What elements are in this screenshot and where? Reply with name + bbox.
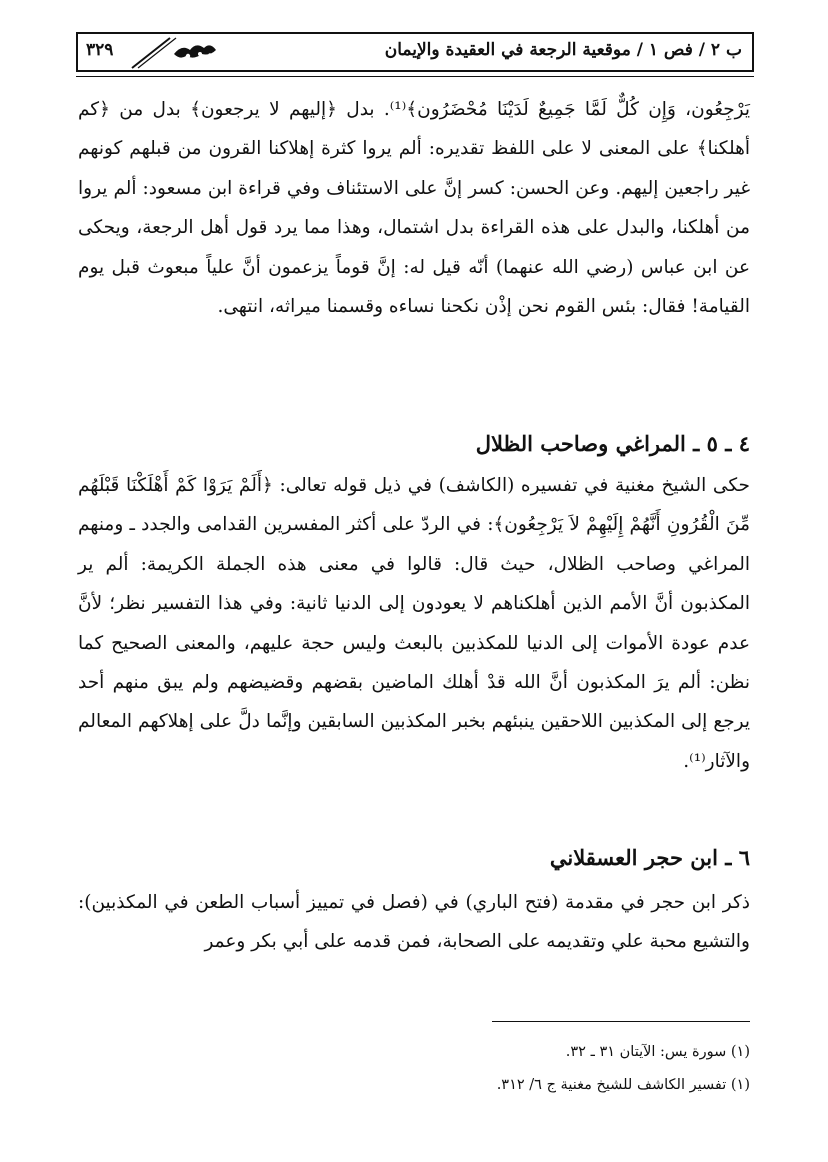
footnote-rule [492,1021,750,1022]
footnote-2: (١) تفسير الكاشف للشيخ مغنية ج ٦/ ٣١٢. [496,1077,750,1093]
footnotes [78,1036,750,1102]
section-heading-ibn-hajar: ٦ ـ ابن حجر العسقلاني [549,845,750,870]
header-title: ب ٢ / فص ١ / موقعية الرجعة في العقيدة والإيمان [384,40,742,60]
paragraph-1-text: يَرْجِعُون، وَإِن كُلٌّ لَمَّا جَمِيعٌ لَدَيْنَا مُحْضَرُون﴾⁽¹⁾. بدل ﴿إليهم لا يرجعون﴾ بدل من ﴿كم أهلكنا﴾ على المعنى لا على اللفظ تقديره: ألم يروا كثرة إهلاكنا القرون من قبلهم كونهم غير راجعين إليهم. وعن الحسن: كسر إنَّ على الاستئناف وفي قراءة ابن مسعود: ألم يروا من أهلكنا، والبدل على هذه القراءة بدل اشتمال، وهذا مما يرد قول أهل الرجعة، ويحكى عن ابن عباس (رضي الله عنهما) أنّه قيل له: إنَّ قوماً يزعمون أنَّ علياً مبعوث قبل يوم القيامة! فقال: بئس القوم نحن إذْن نكحنا نساءه وقسمنا ميراثه، انتهى. [78,99,751,318]
paragraph-3 [78,883,750,962]
paragraph-1 [78,90,750,326]
paragraph-2-text: حكى الشيخ مغنية في تفسيره (الكاشف) في ذيل قوله تعالى: ﴿أَلَمْ يَرَوْا كَمْ أَهْلَكْنَا قَبْلَهُم مِّنَ الْقُرُونِ أَنَّهُمْ إِلَيْهِمْ لاَ يَرْجِعُون﴾: في الردّ على أكثر المفسرين القدامى والجدد ـ ومنهم المراغي وصاحب الظلال، حيث قال: قالوا في معنى هذه الجملة الكريمة: ألم ير المكذبون أنَّ الأمم الذين أهلكناهم لا يعودون إلى الدنيا ثانية: وفي هذا التفسير نظر؛ لأنَّ عدم عودة الأموات إلى الدنيا للمكذبين بالبعث وليس حجة عليهم، والمعنى الصحيح كما نظن: ألم يرَ المكذبون أنَّ الله قدْ أهلك الماضين بقضهم وقضيضهم ولم يبق منهم أحد يرجع إلى المكذبين اللاحقين ينبئهم بخبر المكذبين السابقين وإنَّما دلَّ على إهلاكهم المعالم والآثار⁽¹⁾. [78,475,750,772]
section-heading-maraghi: ٤ ـ ٥ ـ المراغي وصاحب الظلال [475,431,750,456]
ornament-icon [130,36,250,70]
paragraph-3-text: ذكر ابن حجر في مقدمة (فتح الباري) في (فصل في تمييز أسباب الطعن في المكذبين): والتشيع محبة علي وتقديمه على الصحابة، فمن قدمه على أبي بكر وعمر [78,892,750,953]
running-header [76,32,754,72]
page-number: ٣٢٩ [86,40,114,60]
paragraph-2 [78,466,750,781]
footnote-1: (١) سورة يس: الآيتان ٣١ ـ ٣٢. [565,1044,750,1060]
header-rule [76,76,754,77]
